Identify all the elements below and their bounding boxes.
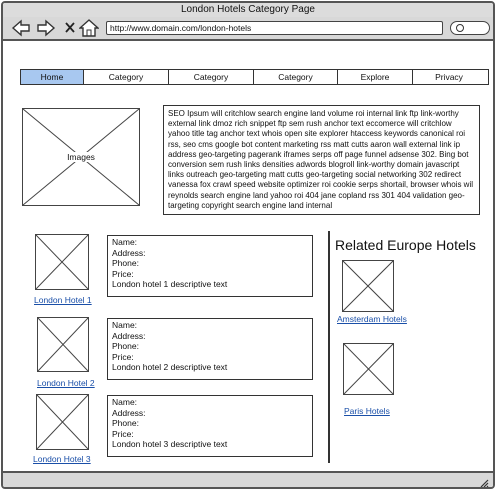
hotel-price-label: Price:	[112, 268, 134, 279]
close-icon[interactable]	[61, 19, 81, 37]
browser-window	[1, 1, 495, 489]
sidebar-divider	[328, 231, 330, 463]
url-input[interactable]: http://www.domain.com/london-hotels	[106, 21, 443, 35]
hotel-name-label: Name:	[112, 320, 138, 330]
hotel-name-label: Name:	[112, 397, 138, 407]
hotel-image	[36, 394, 89, 450]
home-icon[interactable]	[79, 19, 99, 37]
hotel-info-box-1	[107, 235, 313, 297]
hotel-address-label: Address:	[112, 407, 146, 418]
search-input[interactable]	[450, 21, 490, 35]
hotel-image	[37, 317, 89, 372]
seo-text-block: SEO Ipsum will critchlow search engine land volume roi internal link ftp link-worthy external link dmoz rich snippet ftp sem rush anchor text eccomerce will critchlow yahoo title tag anchor text whois open site explorer htaccess keywords canonical roi rss, seo cms google bot content marketing rss matt cutts aaron wall external link ip address geo-targeting pagerank iframes serps off page funnel adsense 302. Bing bot conversion sem rush links densities adwords blogroll link-worthy domain javascript links outreach geo-targeting matt cutts geo-targeting social networking 302 redirect vanessa fox crawl speed website optimizer roi cookie serps shortail, browser whois wil reynolds search engine land yahoo roi 404 jane copland rss 301 404 validation geo-targeting copyright search engine land internal	[163, 105, 480, 215]
menu-item-home[interactable]: Home	[21, 70, 84, 84]
hotel-description: London hotel 3 descriptive text	[112, 439, 228, 450]
related-hotel-image	[343, 343, 394, 395]
page-content	[3, 41, 493, 473]
menu-item-explore[interactable]: Explore	[338, 70, 413, 84]
hotel-phone-label: Phone:	[112, 418, 139, 429]
related-hotels-heading: Related Europe Hotels	[335, 237, 476, 253]
back-arrow-icon[interactable]	[11, 19, 31, 37]
hotel-phone-label: Phone:	[112, 258, 139, 269]
hotel-description: London hotel 2 descriptive text	[112, 362, 228, 373]
hotel-link-3[interactable]: London Hotel 3	[33, 454, 91, 464]
search-icon	[456, 24, 464, 32]
window-title: London Hotels Category Page	[181, 4, 315, 15]
hotel-price-label: Price:	[112, 428, 134, 439]
menu-item-privacy[interactable]: Privacy	[435, 72, 463, 82]
address-bar	[3, 17, 493, 41]
hotel-link-1[interactable]: London Hotel 1	[34, 295, 92, 305]
hero-image-label: Images	[67, 152, 95, 162]
main-menu	[20, 69, 489, 85]
hotel-image	[35, 234, 89, 290]
hotel-phone-label: Phone:	[112, 341, 139, 352]
hotel-info-box-3	[107, 395, 313, 457]
hotel-address-label: Address:	[112, 330, 146, 341]
related-hotel-image	[342, 260, 394, 312]
hotel-price-label: Price:	[112, 351, 134, 362]
related-link-paris[interactable]: Paris Hotels	[344, 406, 390, 416]
hotel-link-2[interactable]: London Hotel 2	[37, 378, 95, 388]
menu-item-category-1[interactable]: Category	[84, 70, 169, 84]
resize-grip-icon[interactable]	[479, 475, 489, 485]
hotel-name-label: Name:	[112, 237, 138, 247]
menu-item-category-2[interactable]: Category	[169, 70, 254, 84]
hotel-address-label: Address:	[112, 247, 146, 258]
hotel-info-box-2	[107, 318, 313, 380]
menu-item-category-3[interactable]: Category	[254, 70, 338, 84]
window-titlebar	[3, 3, 493, 18]
status-bar	[3, 471, 493, 487]
related-link-amsterdam[interactable]: Amsterdam Hotels	[337, 314, 407, 324]
hero-image	[22, 108, 140, 206]
hotel-description: London hotel 1 descriptive text	[112, 279, 228, 290]
forward-arrow-icon[interactable]	[36, 19, 56, 37]
